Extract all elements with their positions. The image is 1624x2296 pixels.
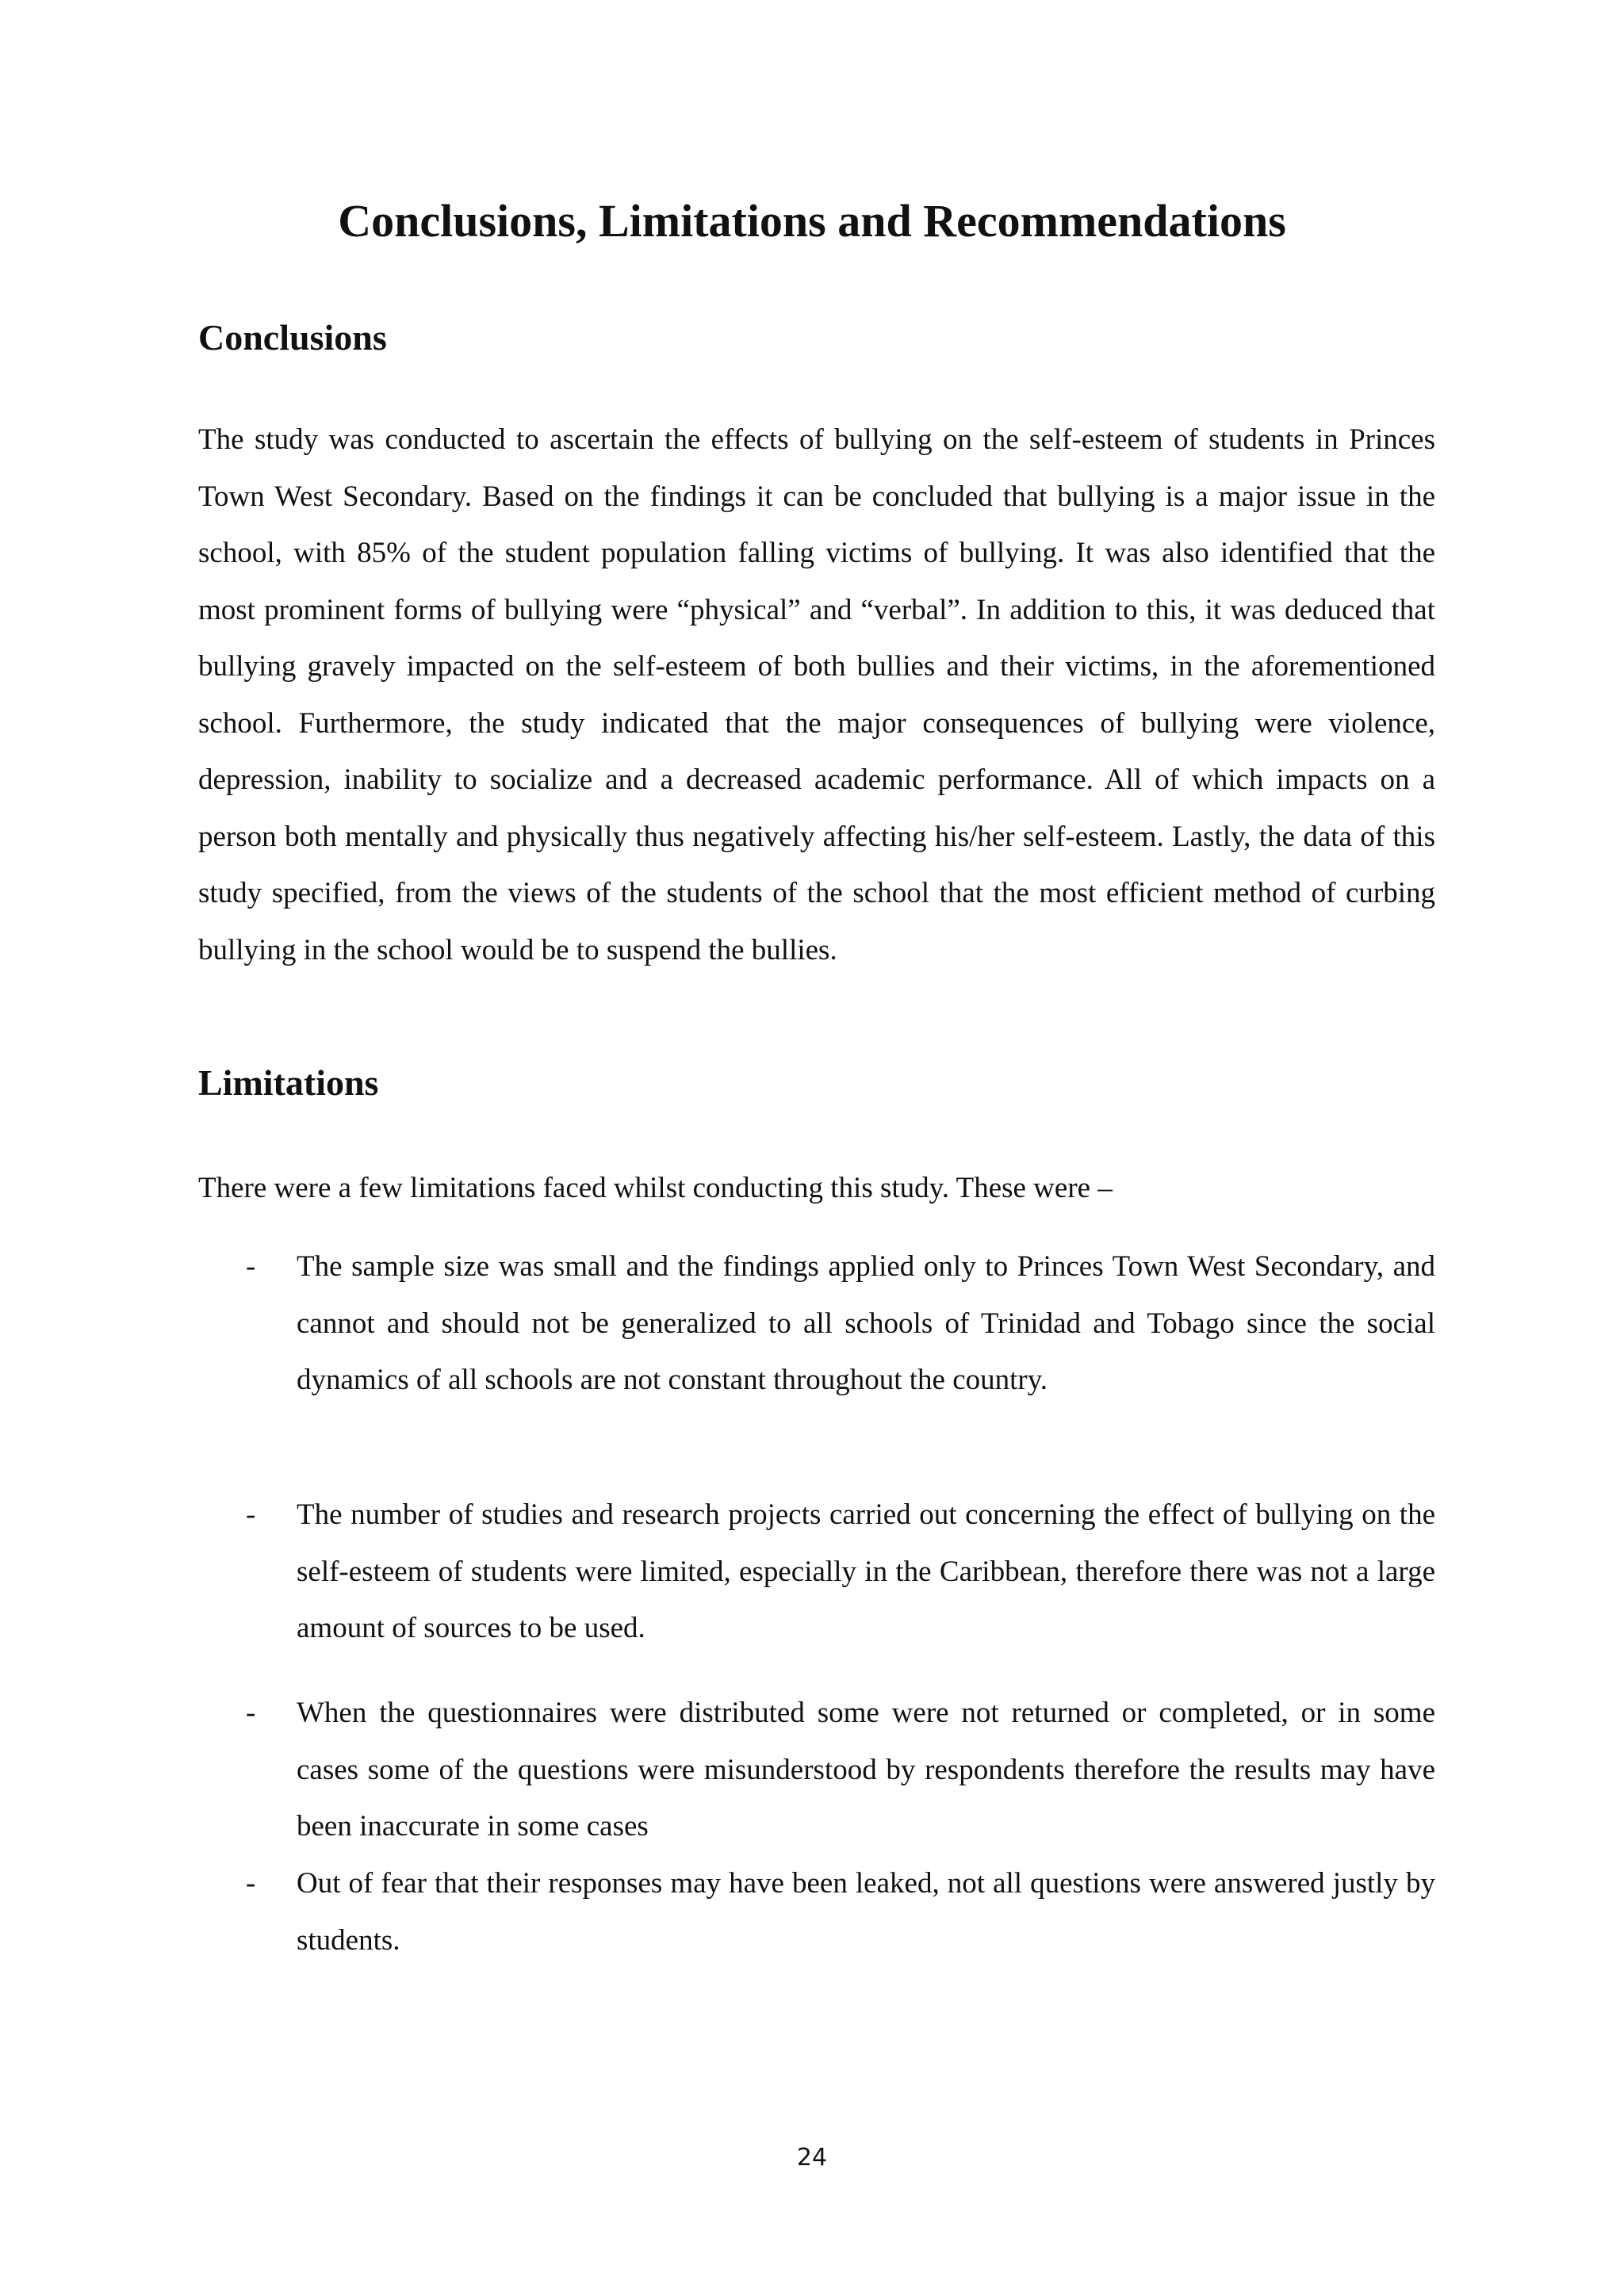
- limitation-text: Out of fear that their responses may have been leaked, not all questions were answered justly by students.: [297, 1867, 1435, 1957]
- page-number: 24: [796, 2144, 828, 2172]
- list-dash-marker: -: [246, 1867, 256, 1900]
- list-dash-marker: -: [246, 1498, 256, 1531]
- limitations-intro: There were a few limitations faced whilst conducting this study. These were –: [198, 1172, 1113, 1204]
- list-dash-marker: -: [246, 1697, 256, 1729]
- conclusions-paragraph: The study was conducted to ascertain the effects of bullying on the self-esteem of students in Princes Town West Secondary. Based on the findings it can be concluded that bullying is a major issue in the school, with 85% of the student population falling victims of bullying. It was also identified that the most prominent forms of bullying were “physical” and “verbal”. In addition to this, it was deduced that bullying gravely impacted on the self-esteem of both bullies and their victims, in the aforementioned school. Furthermore, the study indicated that the major consequences of bullying were violence, depression, inability to socialize and a decreased academic performance. All of which impacts on a person both mentally and physically thus negatively affecting his/her self-esteem. Lastly, the data of this study specified, from the views of the students of the school that the most efficient method of curbing bullying in the school would be to suspend the bullies.: [198, 423, 1435, 966]
- conclusions-heading: Conclusions: [198, 317, 387, 358]
- list-dash-marker: -: [246, 1250, 256, 1283]
- limitation-text: The sample size was small and the findings applied only to Princes Town West Secondary, and cannot and should not be generalized to all schools of Trinidad and Tobago since the social dynamics of all schools are not constant throughout the country.: [297, 1250, 1435, 1396]
- page-title: Conclusions, Limitations and Recommendations: [338, 195, 1286, 247]
- limitation-text: When the questionnaires were distributed some were not returned or completed, or in some cases some of the questions were misunderstood by respondents therefore the results may have been inaccurate in some cases: [297, 1697, 1435, 1843]
- limitation-text: The number of studies and research projects carried out concerning the effect of bullying on the self-esteem of students were limited, especially in the Caribbean, therefore there was not a large amount of sources to be used.: [297, 1498, 1435, 1644]
- limitations-heading: Limitations: [198, 1062, 379, 1103]
